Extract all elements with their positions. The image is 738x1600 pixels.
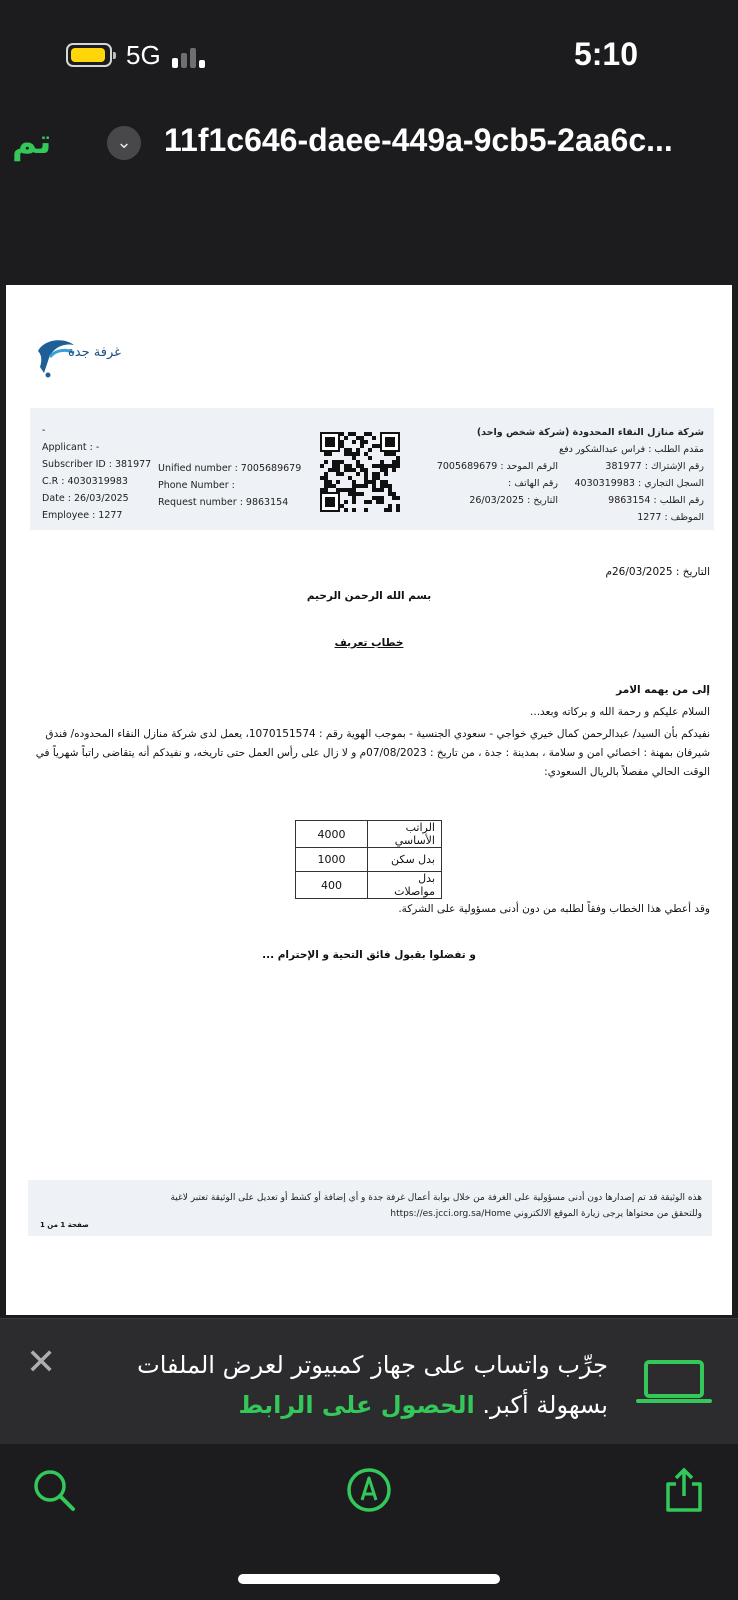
- nav-bar: [0, 110, 738, 180]
- salary-value: 4000: [296, 821, 368, 848]
- info-right: [477, 424, 704, 526]
- table-row: [296, 848, 442, 872]
- table-row: [296, 872, 442, 899]
- info-applicant: Applicant : -: [42, 442, 100, 453]
- letter-body: نفيدكم بأن السيد/ عبدالرحمن كمال خيري خواجي - سعودي الجنسية - بموجب الهوية رقم : 1070151574، يعمل لدى شركة منازل النقاء المحدوده/ فندق شيرفان بمهنة : اخصائي امن و سلامة ، بمدينة : جدة ، من تاريخ : 07/08/2023م و لا زال على رأس العمل حتى تاريخه، و نفيدكم أنه يتقاضى راتباً شهرياً في الوقت الحالي مفصلاً بالريال السعودي:: [35, 728, 710, 778]
- info-unified: Unified number : 7005689679: [158, 463, 302, 474]
- salary-label: بدل مواصلات: [368, 872, 442, 899]
- qr-code: [320, 432, 400, 512]
- issued-note: وقد أعطي هذا الخطاب وفقاً لطلبه من دون أدنى مسؤولية على الشركة.: [398, 903, 710, 915]
- banner-message: [90, 1345, 608, 1425]
- bottom-toolbar: [0, 1444, 738, 1600]
- info-ar-subscription: رقم الإشتراك : 381977: [605, 461, 704, 472]
- salary-table: [295, 820, 442, 899]
- salary-label: بدل سكن: [368, 848, 442, 872]
- info-subscriber: Subscriber ID : 381977: [42, 459, 152, 470]
- share-icon[interactable]: [660, 1466, 708, 1514]
- markup-icon[interactable]: [345, 1466, 393, 1514]
- banner-text: جرِّب واتساب على جهاز كمبيوتر لعرض الملفات بسهولة أكبر.: [137, 1351, 608, 1419]
- close-icon[interactable]: ✕: [26, 1342, 57, 1383]
- document-footer: [28, 1180, 712, 1236]
- info-cr: C.R : 4030319983: [42, 476, 128, 487]
- info-ar-request: رقم الطلب : 9863154: [608, 495, 704, 506]
- letter-title: خطاب تعريف: [334, 637, 404, 649]
- laptop-icon: [636, 1359, 712, 1405]
- home-indicator: [238, 1574, 500, 1584]
- info-ar-unified: الرقم الموحد : 7005689679: [436, 461, 558, 472]
- page-number: صفحة 1 من 1: [40, 1221, 89, 1229]
- jeddah-chamber-logo: [34, 337, 114, 383]
- done-button[interactable]: تم: [12, 122, 52, 162]
- table-row: [296, 821, 442, 848]
- logo-text: غرفة جدة: [68, 345, 121, 360]
- salary-value: 400: [296, 872, 368, 899]
- salary-value: 1000: [296, 848, 368, 872]
- info-phone: Phone Number :: [158, 480, 235, 491]
- network-label: 5G: [126, 40, 161, 70]
- footer-line-1: هذه الوثيقة قد تم إصدارها دون أدنى مسؤولية على الغرفة من خلال بوابة أعمال غرفة جدة و أي إضافة أو كشط أو تعديل على الوثيقة تعتبر لاغية: [170, 1193, 702, 1203]
- info-date: Date : 26/03/2025: [42, 493, 129, 504]
- search-icon[interactable]: [30, 1466, 78, 1514]
- closing: و تفضلوا بقبول فائق التحية و الإحترام ...: [262, 949, 476, 961]
- info-left: [42, 426, 151, 524]
- footer-line-2: وللتحقق من محتواها يرجى زيارة الموقع الالكتروني https://es.jcci.org.sa/Home: [390, 1209, 702, 1219]
- signal-icon: [172, 44, 212, 68]
- info-ar-employee: الموظف : 1277: [637, 512, 704, 523]
- clock: 5:10: [573, 36, 638, 72]
- salary-label: الراتب الأساسي: [368, 821, 442, 848]
- document-page[interactable]: [6, 285, 732, 1315]
- battery-icon: [66, 43, 112, 67]
- info-ar-commercial: السجل التجاري : 4030319983: [574, 478, 704, 489]
- chevron-down-icon[interactable]: ⌄: [107, 126, 141, 160]
- to-whom: إلى من يهمه الامر: [616, 684, 710, 696]
- desktop-promo-banner: [0, 1318, 738, 1444]
- info-employee: Employee : 1277: [42, 510, 123, 521]
- file-title[interactable]: 11f1c646-daee-449a-9cb5-2aa6c...: [164, 122, 673, 158]
- info-company: شركة منازل النقاء المحدودة (شركة شخص واحد): [476, 427, 704, 438]
- status-bar: [0, 0, 738, 110]
- info-request: Request number : 9863154: [158, 497, 289, 508]
- basmala: بسم الله الرحمن الرحيم: [306, 590, 432, 602]
- info-ar-phone: رقم الهاتف :: [508, 478, 558, 489]
- letter-date: التاريخ : 26/03/2025م: [605, 566, 710, 578]
- get-link-button[interactable]: الحصول على الرابط: [238, 1391, 475, 1419]
- info-dash: -: [42, 425, 46, 436]
- info-left-2: [158, 460, 301, 511]
- greeting: السلام عليكم و رحمة الله و بركاته وبعد...: [530, 706, 710, 718]
- info-ar-date: التاريخ : 26/03/2025: [469, 495, 558, 506]
- info-box: [30, 408, 714, 530]
- info-ar-applicant: مقدم الطلب : فراس عبدالشكور دفع: [559, 444, 704, 455]
